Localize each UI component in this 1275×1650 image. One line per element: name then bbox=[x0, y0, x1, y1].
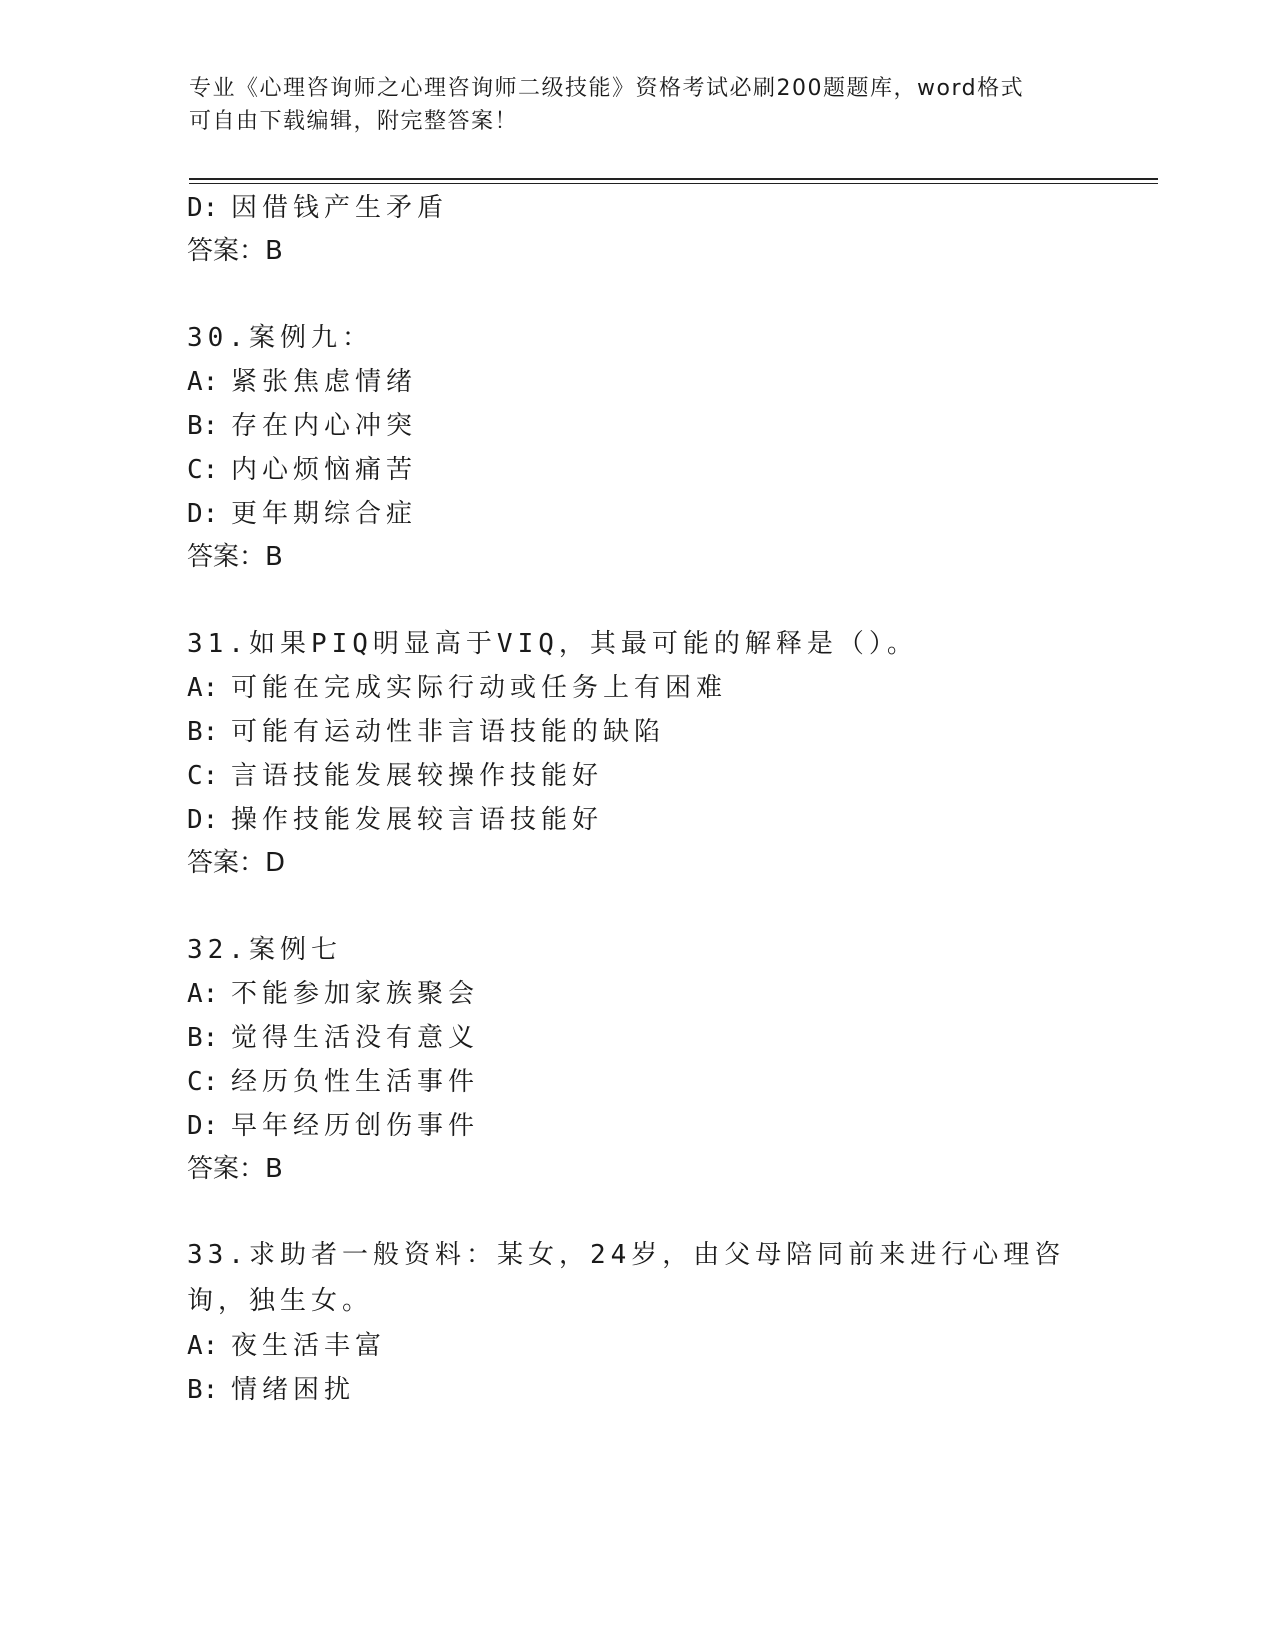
q31-stem: 31.如果PIQ明显高于VIQ，其最可能的解释是（）。 bbox=[187, 629, 918, 659]
option-text: 经历负性生活事件 bbox=[231, 1067, 480, 1097]
q32-stem: 32.案例七 bbox=[187, 935, 342, 965]
document-header bbox=[189, 72, 1089, 138]
option-text: 存在内心冲突 bbox=[231, 411, 418, 441]
option-label: D: bbox=[187, 805, 219, 835]
option-text: 可能有运动性非言语技能的缺陷 bbox=[231, 717, 666, 747]
header-rule-thin bbox=[189, 183, 1158, 184]
q32-option-d bbox=[187, 1110, 479, 1142]
option-label: A: bbox=[187, 1331, 219, 1361]
option-label: C: bbox=[187, 761, 219, 791]
q29-answer: 答案：B bbox=[187, 236, 283, 266]
q32-option-b bbox=[187, 1022, 479, 1054]
option-text: 言语技能发展较操作技能好 bbox=[231, 761, 604, 791]
q31-option-c bbox=[187, 760, 603, 792]
option-label: B: bbox=[187, 411, 219, 441]
option-label: A: bbox=[187, 673, 219, 703]
option-label: D: bbox=[187, 1111, 219, 1141]
q31-answer: 答案：D bbox=[187, 848, 286, 878]
option-text: 因借钱产生矛盾 bbox=[231, 193, 449, 223]
q30-option-d bbox=[187, 498, 417, 530]
option-text: 可能在完成实际行动或任务上有困难 bbox=[231, 673, 728, 703]
option-text: 操作技能发展较言语技能好 bbox=[231, 805, 604, 835]
q31-option-a bbox=[187, 672, 727, 704]
q30-option-c bbox=[187, 454, 417, 486]
option-label: B: bbox=[187, 717, 219, 747]
option-text: 情绪困扰 bbox=[231, 1375, 356, 1405]
option-text: 早年经历创伤事件 bbox=[231, 1111, 480, 1141]
option-label: B: bbox=[187, 1375, 219, 1405]
option-label: C: bbox=[187, 1067, 219, 1097]
option-text: 不能参加家族聚会 bbox=[231, 979, 480, 1009]
option-label: D: bbox=[187, 193, 219, 223]
option-label: A: bbox=[187, 979, 219, 1009]
q30-stem: 30.案例九： bbox=[187, 323, 373, 353]
header-line-1: 专业《心理咨询师之心理咨询师二级技能》资格考试必刷200题题库，word格式 bbox=[189, 76, 1025, 101]
option-text: 更年期综合症 bbox=[231, 499, 418, 529]
option-text: 紧张焦虑情绪 bbox=[231, 367, 418, 397]
q31-option-b bbox=[187, 716, 665, 748]
header-line-2: 可自由下载编辑，附完整答案！ bbox=[189, 109, 519, 134]
option-text: 觉得生活没有意义 bbox=[231, 1023, 480, 1053]
q33-stem: 33.求助者一般资料：某女，24岁，由父母陪同前来进行心理咨询，独生女。 bbox=[187, 1240, 1066, 1316]
q33-option-b bbox=[187, 1374, 355, 1406]
q32-option-c bbox=[187, 1066, 479, 1098]
q32-answer: 答案：B bbox=[187, 1154, 283, 1184]
option-label: B: bbox=[187, 1023, 219, 1053]
option-label: C: bbox=[187, 455, 219, 485]
q29-option-d bbox=[187, 192, 448, 224]
header-rule-thick bbox=[189, 178, 1158, 180]
q33-option-a bbox=[187, 1330, 386, 1362]
q30-option-b bbox=[187, 410, 417, 442]
option-text: 内心烦恼痛苦 bbox=[231, 455, 418, 485]
q30-answer: 答案：B bbox=[187, 542, 283, 572]
option-label: A: bbox=[187, 367, 219, 397]
q30-option-a bbox=[187, 366, 417, 398]
q32-option-a bbox=[187, 978, 479, 1010]
option-text: 夜生活丰富 bbox=[231, 1331, 387, 1361]
q31-option-d bbox=[187, 804, 603, 836]
option-label: D: bbox=[187, 499, 219, 529]
